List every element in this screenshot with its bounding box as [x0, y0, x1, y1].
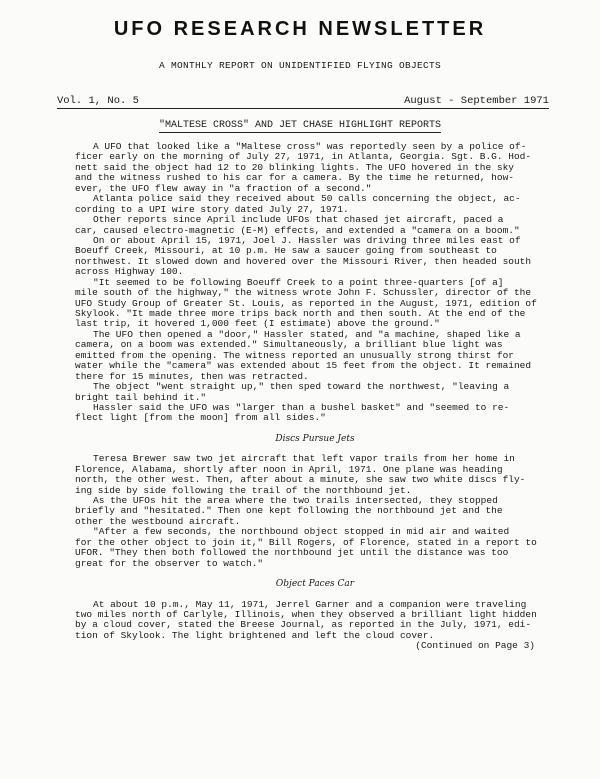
subtitle: A MONTHLY REPORT ON UNIDENTIFIED FLYING OBJECTS: [158, 60, 442, 71]
text-line: north, the other west. Then, after about a minute, she saw two white discs fly-: [75, 474, 526, 486]
text-line: A UFO that looked like a "Maltese cross" was reportedly seen by a police of-: [93, 141, 527, 152]
article-body: [75, 142, 555, 652]
text-line: other the westbound aircraft.: [75, 515, 241, 527]
text-line: tion of Skylook. The light brightened and left the cloud cover.: [75, 629, 435, 641]
text-line: and the witness rushed to his car for a camera. By the time he returned, how-: [75, 172, 514, 184]
text-line: by a cloud cover, stated the Breese Journal, as reported in the July, 1971, edi-: [75, 619, 532, 631]
issue-volume: Vol. 1, No. 5: [57, 95, 139, 107]
text-line: "After a few seconds, the northbound object stopped in mid air and waited: [93, 526, 510, 538]
text-line: water while the "camera" was extended about 15 feet from the object. It remained: [75, 360, 532, 372]
text-line: car, caused electro-magnetic (E-M) effects, and extended a "camera on a boom.": [75, 224, 520, 236]
text-line: As the UFOs hit the area where the two trails intersected, they stopped: [93, 495, 498, 506]
text-line: On or about April 15, 1971, Joel J. Hassler was driving three miles east of: [93, 234, 521, 246]
text-line: Florence, Alabama, shortly after noon in April, 1971. One plane was heading: [75, 463, 503, 475]
text-line: UFO Study Group of Greater St. Louis, as reported in the August, 1971, edition of: [75, 297, 537, 309]
text-line: The UFO then opened a "door," Hassler stated, and "a machine, shaped like a: [93, 328, 521, 340]
text-line: mile south of the highway," the witness wrote John F. Schussler, director of the: [75, 287, 532, 299]
text-line: ing side by side following the trail of the northbound jet.: [75, 484, 412, 496]
subhead-object-paces-car: Object Paces Car: [275, 579, 355, 590]
text-line: for the other object to join it," Bill Rogers, of Florence, stated in a report to: [75, 536, 537, 548]
headline: [0, 120, 600, 131]
text-line: UFOR. "They then both followed the northbound jet until the distance was too: [75, 547, 509, 559]
text-line: emitted from the opening. The witness reported an unusually strong thirst for: [75, 349, 514, 361]
text-line: bright tail behind it.": [75, 391, 207, 403]
text-line: flect light [from the moon] from all sides.": [75, 412, 326, 424]
headline-text: "MALTESE CROSS" AND JET CHASE HIGHLIGHT REPORTS: [158, 120, 442, 131]
text-line: At about 10 p.m., May 11, 1971, Jerrel Garner and a companion were traveling: [93, 598, 527, 610]
subhead-discs-pursue-jets: Discs Pursue Jets: [275, 433, 355, 444]
text-line: Atlanta police said they received about 50 calls concerning the object, ac-: [93, 193, 521, 205]
text-line: briefly and "hesitated." Then one kept following the northbound jet and the: [75, 505, 503, 517]
text-line: camera, on a boom was extended." Simultaneously, a brilliant blue light was: [75, 339, 503, 351]
text-line: Teresa Brewer saw two jet aircraft that left vapor trails from her home in: [93, 453, 515, 465]
text-line: two miles north of Carlyle, Illinois, when they observed a brilliant light hidden: [75, 608, 537, 620]
text-line: nett said the object had 12 to 20 blinking lights. The UFO hovered in the sky: [75, 161, 514, 173]
text-line: cording to a UPI wire story dated July 27, 1971.: [75, 203, 349, 215]
text-line: ficer early on the morning of July 27, 1971, in Atlanta, Georgia. Sgt. B.G. Hod-: [75, 151, 532, 163]
text-line: last trip, it hovered 1,000 feet (I estimate) above the ground.": [75, 318, 440, 330]
issue-bar: [57, 96, 549, 109]
masthead: UFO RESEARCH NEWSLETTER: [113, 18, 487, 40]
text-line: The object "went straight up," then sped toward the northwest, "leaving a: [93, 381, 510, 393]
text-line: "It seemed to be following Boeuff Creek to a point three-quarters [of a]: [93, 276, 504, 288]
text-line: ever, the UFO flew away in "a fraction of a second.": [75, 182, 372, 194]
issue-date: August - September 1971: [404, 95, 549, 107]
text-line: Other reports since April include UFOs that chased jet aircraft, paced a: [93, 214, 504, 226]
text-line: Skylook. "It made three more trips back north and then south. At the end of the: [75, 308, 526, 319]
text-line: Boeuff Creek, Missouri, at 10 p.m. He saw a saucer going from southeast to: [75, 245, 497, 257]
text-line: great for the observer to watch.": [75, 557, 264, 569]
text-line: Hassler said the UFO was "larger than a bushel basket" and "seemed to re-: [93, 401, 510, 413]
text-line: across Highway 100.: [75, 266, 184, 278]
text-line: northwest. It slowed down and hovered over the Missouri River, then headed south: [75, 255, 532, 267]
text-line: there for 15 minutes, then was retracted.: [75, 370, 309, 382]
continued-note: (Continued on Page 3): [415, 640, 535, 652]
